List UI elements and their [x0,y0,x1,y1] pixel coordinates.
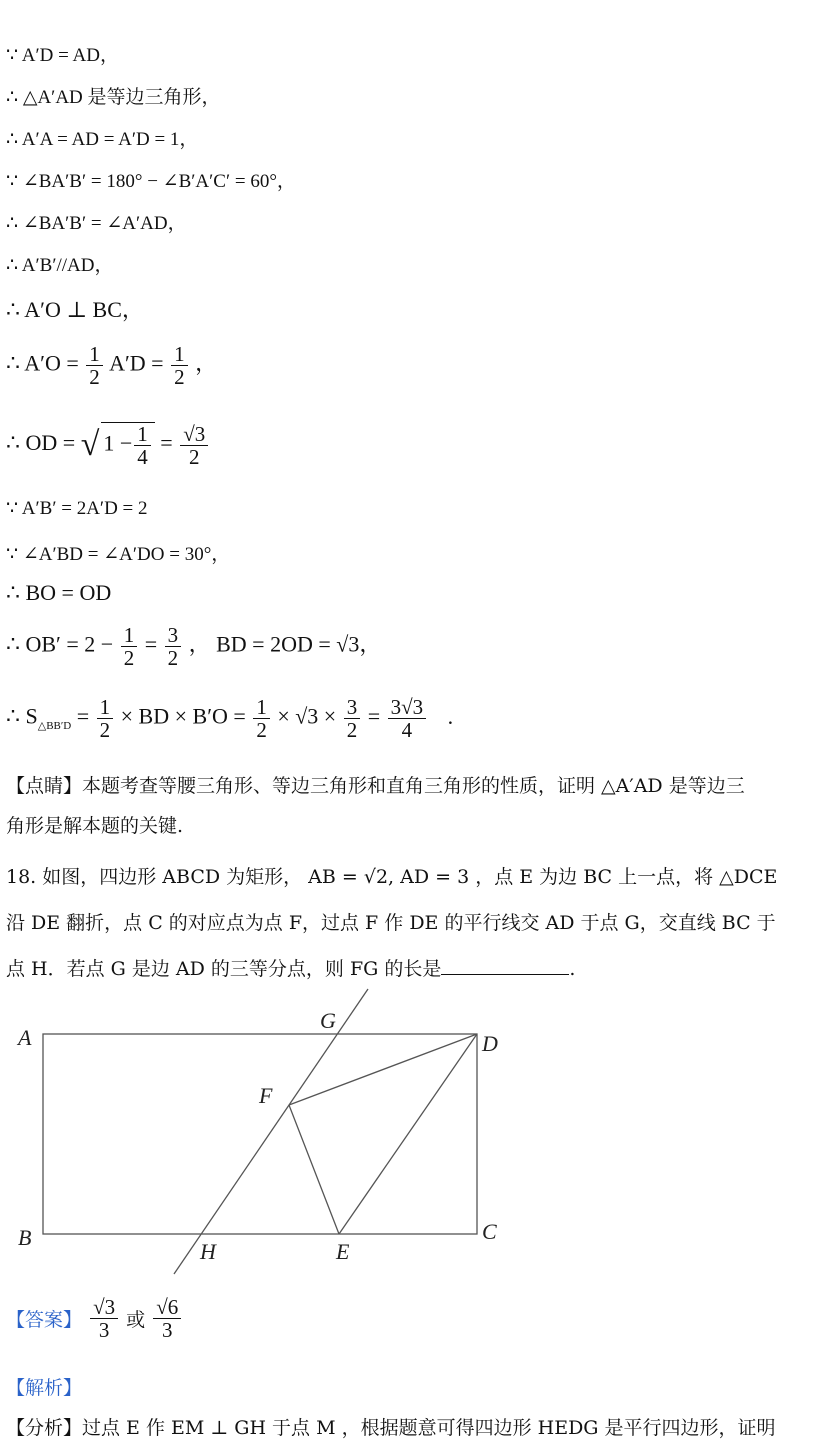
fraction: $\frac{3}{2}$ [165,624,182,669]
fraction: $\frac{1}{2}$ [86,343,103,388]
step-text: ， [195,350,218,376]
step-text: ∴ A′O = [6,350,79,376]
segment-fd [289,1034,477,1105]
fenxi-line [6,1413,776,1440]
step-text: = [367,703,381,729]
step-line: ∵ A′B′ = 2A′D = 2 [6,498,148,519]
step-line [6,343,217,388]
label-c: C [482,1219,497,1244]
step-text: = [144,631,158,657]
fraction: $\frac{1}{2}$ [121,624,138,669]
label-b: B [18,1225,32,1250]
step-text: ∴ S [6,703,38,729]
label-d: D [482,1031,498,1056]
label-a: A [18,1025,32,1050]
step-text: ∴ OB′ = 2 − [6,631,114,657]
step-line: ∵ ∠A′BD = ∠A′DO = 30°， [6,544,231,565]
fenxi-tag: 【分析】 [6,1417,83,1439]
step-line [6,422,210,468]
step-text: = [160,430,173,456]
step-text: × BD × B′O = [120,703,246,729]
radical-sign: √ [80,426,100,464]
step-line [6,624,381,669]
step-text: × √3 × [277,703,337,729]
answer-or: 或 [126,1309,146,1332]
answer-blank [441,956,569,975]
label-g: G [320,1008,336,1033]
step-line: ∴ A′A = AD = A′D = 1， [6,129,199,150]
step-line: ∵ ∠BA′B′ = 180° − ∠B′A′C′ = 60°， [6,171,296,192]
label-e: E [336,1239,350,1264]
segment-de [339,1034,477,1234]
answer-tag: 【答案】 [6,1309,83,1332]
step-line: ∴ A′O ⊥ BC， [6,297,144,322]
geometry-figure [0,985,520,1285]
step-line: ∵ A′D = AD， [6,45,119,66]
problem-line: 18. 如图，四边形 ABCD 为矩形， AB = √2, AD = 3 ，点 E 为边 BC 上一点，将 △DCE [6,866,778,888]
radicand: 1 − $\frac{1}{4}$ [101,422,154,468]
problem-line: 沿 DE 翻折，点 C 的对应点为点 F，过点 F 作 DE 的平行线交 AD 于点 G，交直线 BC 于 [6,912,776,934]
comment-text: 角形是解本题的关键. [6,815,184,837]
step-line: ∴ BO = OD [6,580,112,605]
fraction: $\frac{1}{2}$ [253,696,270,741]
rectangle-abcd [43,1034,477,1234]
line-gh [174,989,368,1274]
step-text: ， BD = 2OD = √3， [188,631,382,657]
step-line: ∴ ∠BA′B′ = ∠A′AD， [6,213,187,234]
label-f: F [259,1083,273,1108]
fraction: $\frac{1}{2}$ [171,343,188,388]
label-h: H [200,1239,216,1264]
step-line [6,696,453,741]
problem-statement [6,854,830,992]
step-line: ∴ △A′AD 是等边三角形， [6,87,221,108]
comment-paragraph [6,766,830,846]
fraction: $\frac{3√3}{4}$ [388,696,427,741]
problem-line: . [569,958,576,980]
fraction: $\frac{1}{2}$ [97,696,114,741]
fraction: $\frac{3}{2}$ [344,696,361,741]
answer-fraction-1: $\frac{√3}{3}$ [90,1296,118,1341]
segment-fe [289,1105,339,1234]
step-text: = [76,703,90,729]
comment-tag: 【点睛】 [6,775,83,797]
step-text: . [447,703,454,729]
problem-line: 点 H．若点 G 是边 AD 的三等分点，则 FG 的长是 [6,958,442,980]
answer-fraction-2: $\frac{√6}{3}$ [153,1296,181,1341]
fraction: $\frac{√3}{2}$ [180,423,208,468]
fenxi-text: 过点 E 作 EM ⊥ GH 于点 M ，根据题意可得四边形 HEDG 是平行四边形，证明 [82,1417,776,1439]
step-text: ∴ OD = [6,430,76,456]
step-text: A′D = [109,350,164,376]
step-line: ∴ A′B′//AD， [6,255,114,276]
comment-text: 本题考查等腰三角形、等边三角形和直角三角形的性质，证明 △A′AD 是等边三 [82,775,745,797]
analysis-tag: 【解析】 [6,1377,83,1399]
area-subscript: △BB′D [37,719,72,732]
answer-line [6,1296,183,1341]
